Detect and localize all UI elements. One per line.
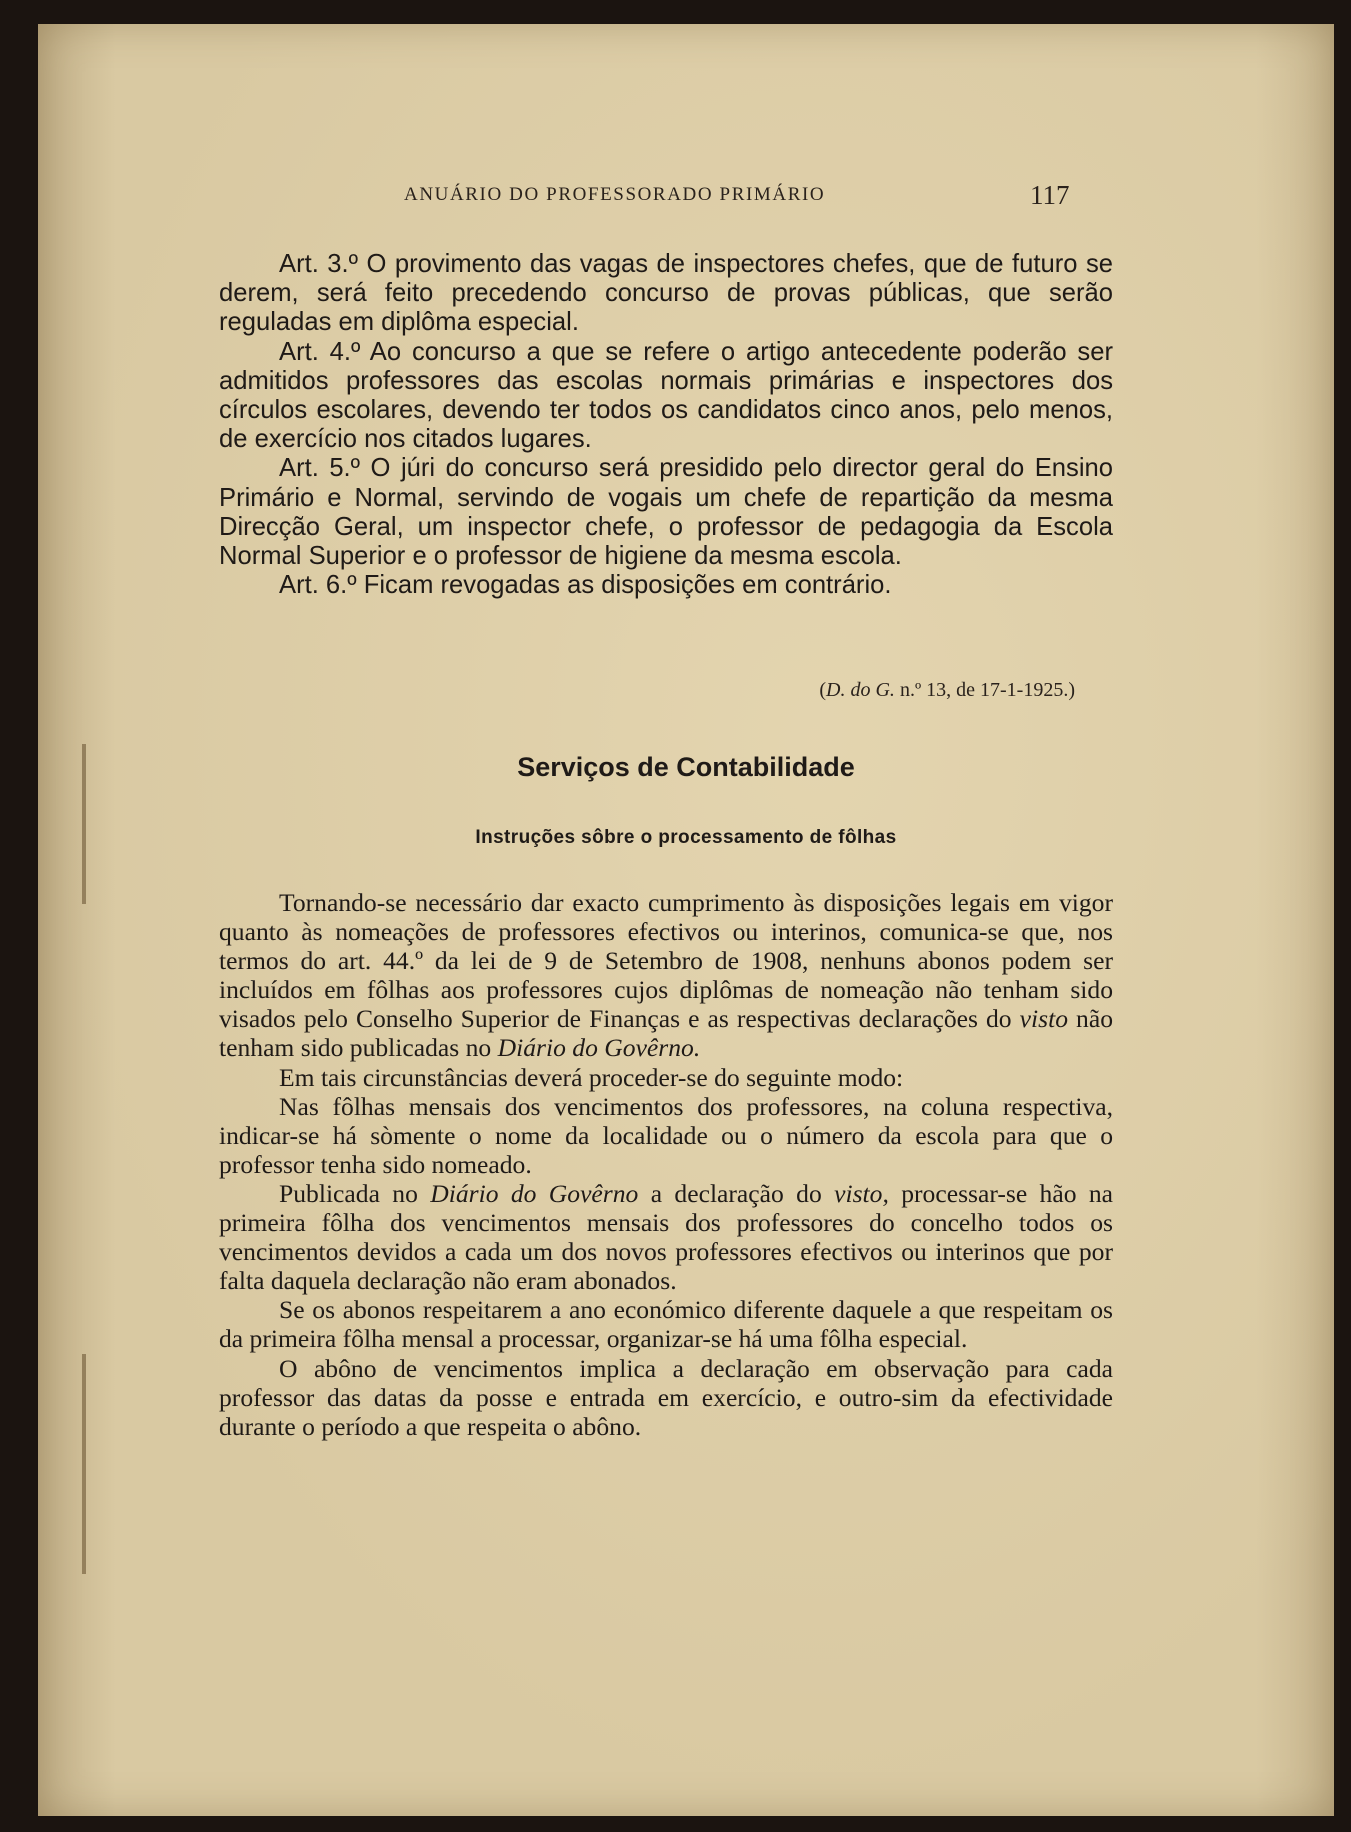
instructions-paragraph: Em tais circunstâncias deverá proceder-se do seguinte modo: (279, 1062, 904, 1092)
section-title: Serviços de Contabilidade (517, 752, 855, 782)
page-edge-mark (82, 1354, 86, 1574)
instructions-paragraph: O abôno de vencimentos implica a declaração em observação para cada professor das datas da posse e entrada em exercício, e outro-sim da efectividade durante o período a que respeita o abôno. (219, 1353, 1113, 1441)
article-4: Art. 4.º Ao concurso a que se refere o artigo antecedente poderão ser admitidos professores das escolas normais primárias e inspectores dos círculos escolares, devendo ter todos os candidatos cinco anos, pelo menos, de exercício nos citados lugares. (219, 337, 1113, 454)
instructions-body (219, 888, 1113, 1441)
article-3: Art. 3.º O provimento das vagas de inspectores chefes, que de futuro se derem, será feito precedendo concurso de provas públicas, que serão reguladas em diplôma especial. (219, 250, 1113, 337)
instructions-paragraph: Se os abonos respeitarem a ano económico diferente daquele a que respeitam os da primeira fôlha mensal a processar, organizar-se há uma fôlha especial. (219, 1295, 1113, 1354)
section-subtitle: Instruções sôbre o processamento de fôlhas (475, 827, 897, 848)
instructions-paragraph: Nas fôlhas mensais dos vencimentos dos professores, na coluna respectiva, indicar-se há sòmente o nome da localidade ou o número da escola para que o professor tenha sido nomeado. (219, 1091, 1113, 1179)
page-number: 117 (1030, 180, 1070, 210)
article-6: Art. 6.º Ficam revogadas as disposições em contrário. (279, 571, 892, 600)
instructions-paragraph: Publicada no Diário do Govêrno a declaração do visto, processar-se hão na primeira fôlha dos vencimentos mensais dos professores do concelho todos os vencimentos devidos a cada um dos novos professores efectivos ou interinos que por falta daquela declaração não eram abonados. (219, 1178, 1114, 1296)
decree-articles (219, 250, 1113, 600)
article-5: Art. 5.º O júri do concurso será presidido pelo director geral do Ensino Primário e Normal, servindo de vogais um chefe de repartição da mesma Direcção Geral, um inspector chefe, o professor de pedagogia da Escola Normal Superior e o professor de higiene da mesma escola. (219, 454, 1113, 571)
book-page (38, 24, 1334, 1816)
running-header (38, 180, 1334, 214)
running-title: ANUÁRIO DO PROFESSORADO PRIMÁRIO (404, 184, 826, 205)
instructions-paragraph: Tornando-se necessário dar exacto cumprimento às disposições legais em vigor quanto às nomeações de professores efectivos ou interinos, comunica-se que, nos termos do art. 44.º da lei de 9 de Setembro de 1908, nenhuns abonos podem ser incluídos em fôlhas aos professores cujos diplômas de nomeação não tenham sido visados pelo Conselho Superior de Finanças e as respectivas declarações do visto não tenham sido publicadas no Diário do Govêrno. (219, 888, 1114, 1063)
citation-source: D. do G. (826, 679, 895, 701)
decree-citation: (D. do G. n.º 13, de 17-1-1925.) (819, 679, 1075, 701)
